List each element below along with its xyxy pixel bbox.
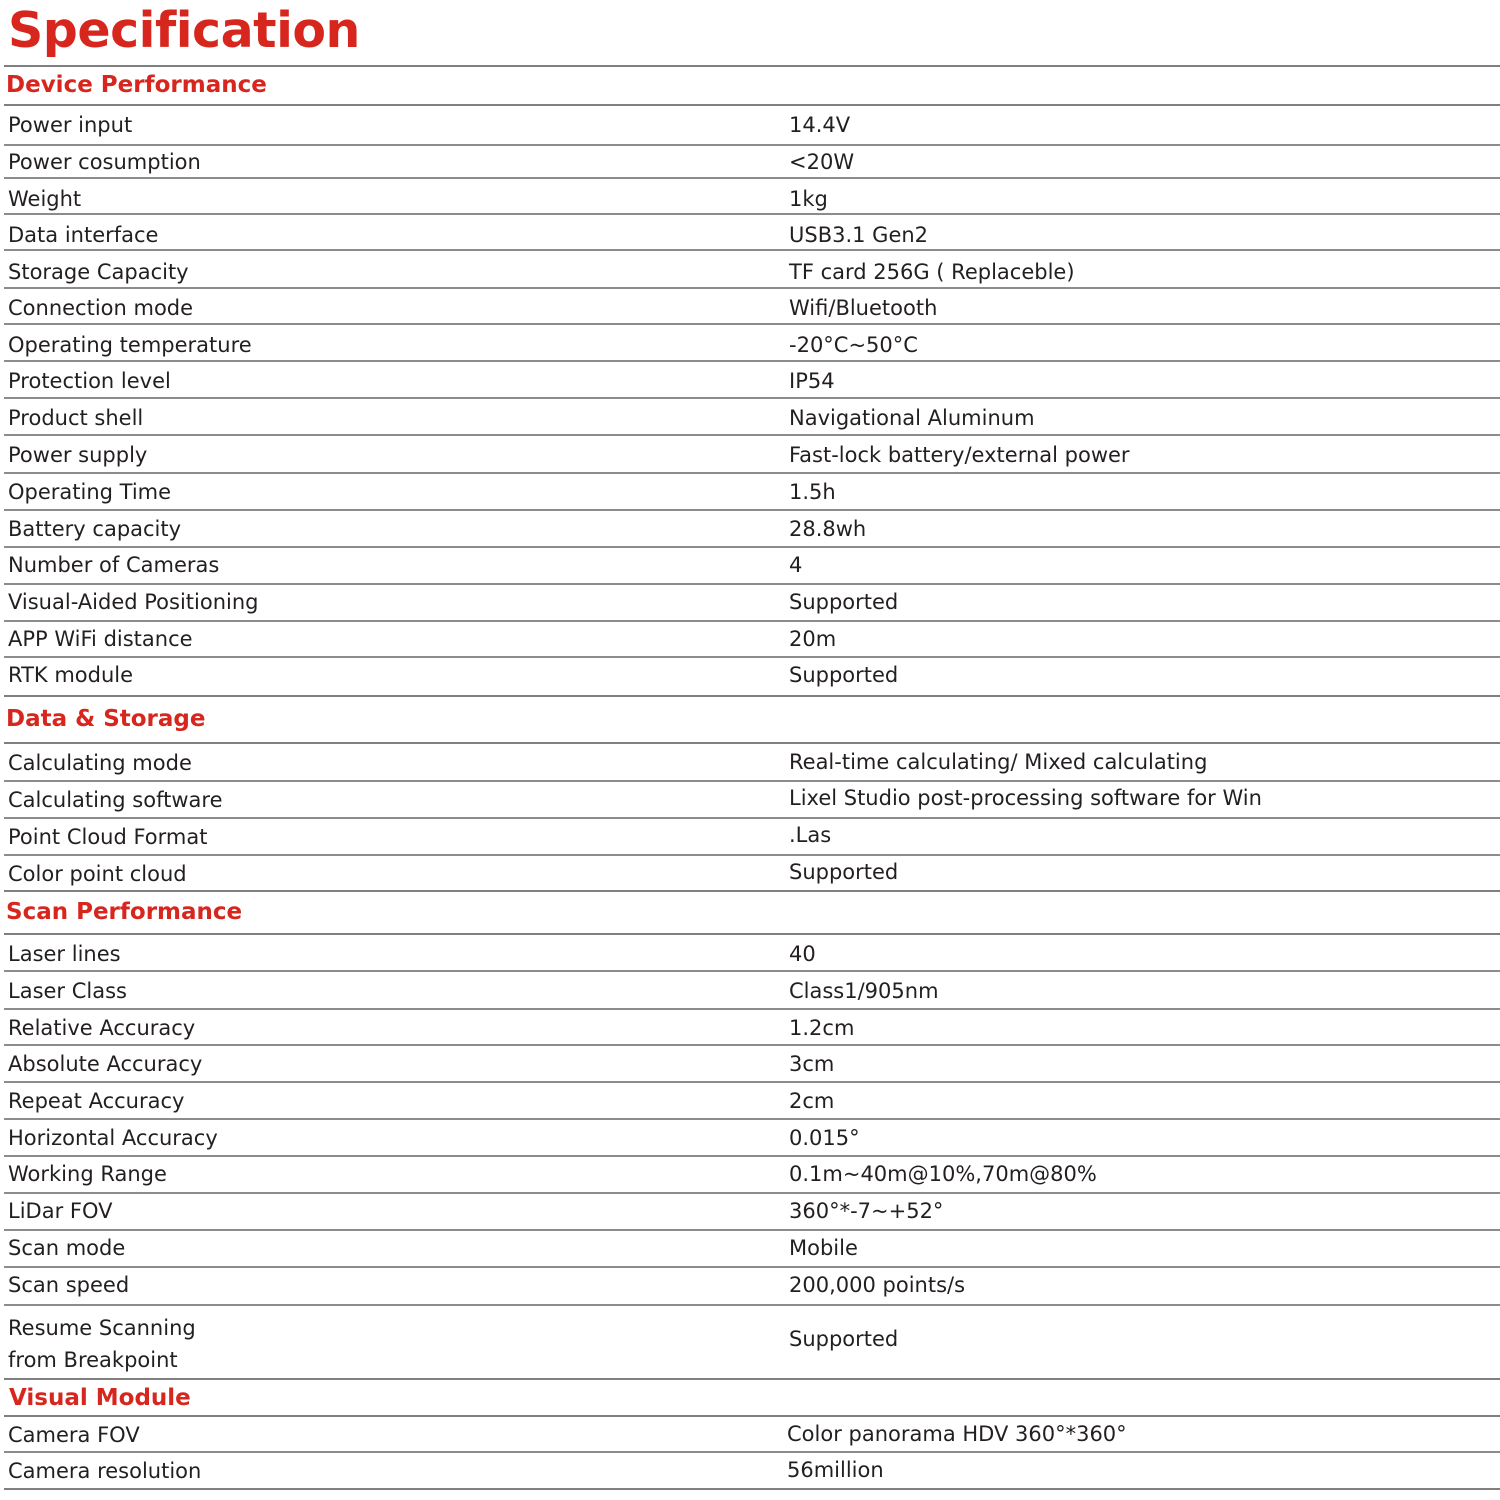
spec-label: Laser lines (8, 942, 121, 966)
divider (4, 695, 1500, 697)
spec-value: Color panorama HDV 360°*360° (787, 1422, 1127, 1446)
spec-value: 3cm (789, 1052, 835, 1076)
spec-value: 200,000 points/s (789, 1273, 966, 1297)
spec-label: Point Cloud Format (8, 825, 208, 849)
spec-value: 20m (789, 627, 837, 651)
divider (4, 65, 1500, 67)
spec-value: Fast-lock battery/external power (789, 443, 1130, 467)
spec-label: Resume Scanning (8, 1316, 196, 1340)
divider (4, 1044, 1500, 1046)
divider (4, 472, 1500, 474)
spec-label: Scan mode (8, 1236, 126, 1260)
section-heading-data-storage: Data & Storage (6, 706, 206, 732)
spec-label: Visual-Aided Positioning (8, 590, 259, 614)
spec-value: 1.5h (789, 480, 836, 504)
spec-value: Mobile (789, 1236, 858, 1260)
divider (4, 1415, 1500, 1417)
spec-value: 28.8wh (789, 517, 867, 541)
divider (4, 970, 1500, 972)
divider (4, 1118, 1500, 1120)
spec-value: .Las (789, 823, 832, 847)
divider (4, 104, 1500, 106)
divider (4, 1488, 1500, 1490)
spec-label: Power cosumption (8, 150, 201, 174)
divider (4, 434, 1500, 436)
spec-value: Supported (789, 663, 899, 687)
spec-value: -20°C~50°C (789, 333, 918, 357)
spec-label: Connection mode (8, 296, 194, 320)
spec-label: Operating temperature (8, 333, 252, 357)
divider (4, 144, 1500, 146)
spec-label: Laser Class (8, 979, 127, 1003)
spec-label: Repeat Accuracy (8, 1089, 185, 1113)
spec-value: USB3.1 Gen2 (789, 223, 929, 247)
divider (4, 249, 1500, 251)
spec-value: TF card 256G ( Replaceble) (789, 260, 1075, 284)
divider (4, 1451, 1500, 1453)
divider (4, 1378, 1500, 1380)
spec-label: Storage Capacity (8, 260, 189, 284)
divider (4, 546, 1500, 548)
spec-value: 4 (789, 553, 803, 577)
spec-label: LiDar FOV (8, 1199, 113, 1223)
divider (4, 583, 1500, 585)
divider (4, 213, 1500, 215)
section-heading-visual-module: Visual Module (9, 1385, 191, 1411)
spec-label: Color point cloud (8, 862, 187, 886)
spec-label: Weight (8, 187, 82, 211)
spec-value: 1kg (789, 187, 828, 211)
spec-label: Protection level (8, 369, 171, 393)
spec-value: 0.015° (789, 1126, 860, 1150)
divider (4, 656, 1500, 658)
spec-label: Camera FOV (8, 1423, 140, 1447)
spec-label: RTK module (8, 663, 134, 687)
divider (4, 1155, 1500, 1157)
spec-label: from Breakpoint (8, 1348, 178, 1372)
spec-value: 0.1m~40m@10%,70m@80% (789, 1162, 1097, 1186)
spec-label: Horizontal Accuracy (8, 1126, 218, 1150)
divider (4, 1266, 1500, 1268)
divider (4, 323, 1500, 325)
spec-label: Power input (8, 113, 133, 137)
spec-label: Absolute Accuracy (8, 1052, 203, 1076)
spec-label: Calculating software (8, 788, 223, 812)
spec-value: <20W (789, 150, 855, 174)
divider (4, 360, 1500, 362)
spec-value: Class1/905nm (789, 979, 939, 1003)
divider (4, 620, 1500, 622)
divider (4, 1304, 1500, 1306)
spec-label: Camera resolution (8, 1459, 202, 1483)
page-title: Specification (8, 2, 360, 59)
spec-label: Power supply (8, 443, 148, 467)
spec-value: Lixel Studio post-processing software for Win (789, 786, 1262, 810)
divider (4, 1008, 1500, 1010)
spec-value: Supported (789, 590, 899, 614)
divider (4, 933, 1500, 935)
divider (4, 854, 1500, 856)
spec-label: Product shell (8, 406, 144, 430)
spec-value: 2cm (789, 1089, 835, 1113)
spec-value: Supported (789, 860, 899, 884)
spec-label: Scan speed (8, 1273, 130, 1297)
spec-value: Real-time calculating/ Mixed calculating (789, 750, 1208, 774)
spec-label: Calculating mode (8, 751, 192, 775)
spec-value: 360°*-7~+52° (789, 1199, 944, 1223)
divider (4, 1192, 1500, 1194)
section-heading-scan-performance: Scan Performance (6, 899, 243, 925)
spec-value: IP54 (789, 369, 835, 393)
spec-value: 56million (787, 1458, 884, 1482)
divider (4, 742, 1500, 744)
spec-value: Wifi/Bluetooth (789, 296, 938, 320)
spec-label: Working Range (8, 1162, 167, 1186)
divider (4, 780, 1500, 782)
divider (4, 1229, 1500, 1231)
spec-value: Supported (789, 1327, 899, 1351)
spec-label: Data interface (8, 223, 159, 247)
spec-value: 14.4V (789, 113, 851, 137)
divider (4, 509, 1500, 511)
spec-value: Navigational Aluminum (789, 406, 1035, 430)
spec-label: Relative Accuracy (8, 1016, 196, 1040)
divider (4, 1081, 1500, 1083)
divider (4, 817, 1500, 819)
divider (4, 287, 1500, 289)
spec-label: Battery capacity (8, 517, 182, 541)
spec-label: APP WiFi distance (8, 627, 193, 651)
spec-label: Number of Cameras (8, 553, 220, 577)
divider (4, 890, 1500, 892)
section-heading-device-performance: Device Performance (6, 72, 267, 98)
spec-value: 40 (789, 942, 816, 966)
divider (4, 397, 1500, 399)
spec-value: 1.2cm (789, 1016, 855, 1040)
spec-label: Operating Time (8, 480, 172, 504)
divider (4, 177, 1500, 179)
